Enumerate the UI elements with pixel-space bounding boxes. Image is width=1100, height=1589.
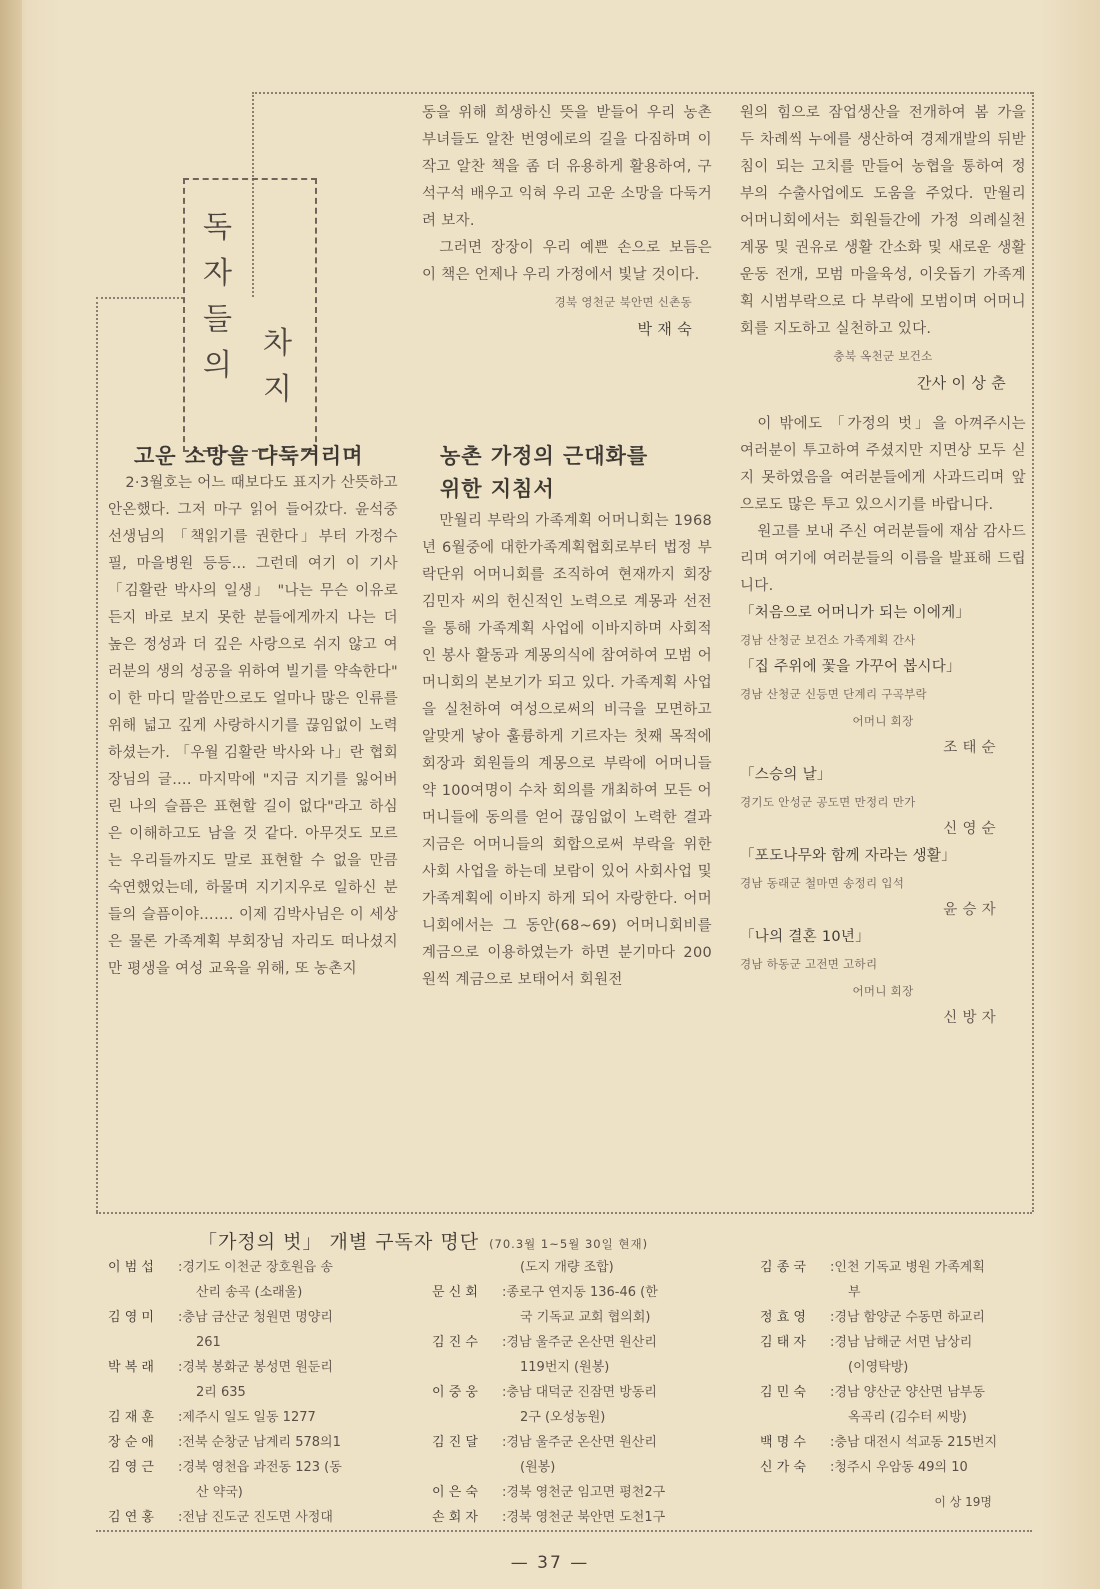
contribution-title: 「처음으로 어머니가 되는 이에게」 — [740, 605, 971, 621]
subscriber-address: :청주시 우암동 49의 10 — [830, 1460, 968, 1475]
title-char: 의 — [203, 348, 232, 383]
frame-left-line — [96, 297, 98, 1212]
subscriber-address: :경남 양산군 양산면 남부동 — [830, 1385, 985, 1400]
subscriber-entry — [108, 1430, 393, 1455]
article1-author-name: 박 재 숙 — [637, 320, 692, 338]
article2-paragraph: 원의 힘으로 잠업생산을 전개하여 봄 가을 두 차례씩 누에를 생산하여 경제개발의 뒤받침이 되는 고치를 만들어 농협을 통하여 정부의 수출사업에도 도움을 주었다. 만월리 어머니회에서는 회원들간에 가정 의례실천 계몽 및 권유로 생활 간소화 및 새로운 생활운동 전개, 모범 마을육성, 이웃돕기 가족계획 시범부락으로 다 부락에 모범이며 어머니회를 지도하고 실천하고 있다. — [740, 105, 1026, 337]
subscriber-address: :전남 진도군 진도면 사정대 — [178, 1510, 333, 1525]
contribution-author: 신 방 자 — [943, 1010, 996, 1026]
contribution-title: 「스승의 날」 — [740, 767, 832, 783]
contribution-role: 어머니 회장 — [852, 714, 914, 728]
subscriber-address: :충남 대전시 석교동 215번지 — [830, 1435, 998, 1450]
subscriber-entry — [432, 1505, 717, 1530]
contribution-author: 신 영 순 — [943, 821, 996, 837]
subscriber-address: :경북 영천군 임고면 평천2구 — [502, 1485, 666, 1500]
subscriber-name: 문 신 회 — [432, 1285, 478, 1300]
subscriber-name: 장 순 애 — [108, 1435, 154, 1450]
editor-notice: 원고를 보내 주신 여러분들에 재삼 감사드리며 여기에 여러분들의 이름을 발표해 드립니다. — [740, 524, 1026, 594]
subscriber-entry — [760, 1430, 1032, 1455]
subscriber-address-cont: 2구 (오성농원) — [520, 1410, 606, 1425]
article1-author-place: 경북 영천군 북안면 신촌동 — [554, 295, 692, 309]
contribution-place: 경남 하동군 고전면 고하리 — [740, 957, 878, 971]
subscriber-name: 이 범 섭 — [108, 1260, 154, 1275]
subscriber-name: 백 명 수 — [760, 1435, 806, 1450]
subscriber-entry — [108, 1255, 393, 1280]
article2-author-place: 충북 옥천군 보건소 — [833, 349, 933, 363]
contribution-role: 어머니 회장 — [852, 984, 914, 998]
subscriber-name: 이 은 숙 — [432, 1485, 478, 1500]
subscriber-address: :경남 울주군 온산면 원산리 — [502, 1435, 657, 1450]
frame-bottom-line — [96, 1212, 1032, 1214]
contribution-title: 「나의 결혼 10년」 — [740, 929, 871, 945]
subscriber-address: :충남 금산군 청원면 명양리 — [178, 1310, 333, 1325]
subscriber-address-cont: (도지 개량 조합) — [520, 1260, 614, 1275]
subscriber-column-1 — [108, 1255, 393, 1530]
subscriber-address-cont: 산리 송곡 (소래울) — [196, 1285, 303, 1300]
contribution-byline — [740, 627, 1026, 654]
frame-left-step — [96, 297, 183, 299]
subscriber-name: 김 영 미 — [108, 1310, 154, 1325]
binding-gutter — [0, 0, 22, 1589]
editor-notice: 이 밖에도 「가정의 벗」을 아껴주시는 여러분이 투고하여 주셨지만 지면상 모두 싣지 못하였음을 여러분들에게 사과드리며 앞으로도 많은 투고 있으시기를 바랍니다. — [740, 416, 1026, 513]
subscriber-name: 김 연 홍 — [108, 1510, 154, 1525]
subscriber-address-cont: 119번지 (원봉) — [520, 1360, 610, 1375]
subscriber-name: 신 가 숙 — [760, 1460, 806, 1475]
subscriber-address: :경북 영천군 북안면 도천1구 — [502, 1510, 666, 1525]
subscriber-entry — [760, 1255, 1032, 1280]
subscriber-entry — [432, 1380, 717, 1405]
subscriber-address-cont: 부 — [848, 1285, 861, 1300]
subscriber-column-3 — [760, 1255, 1032, 1515]
article2-paragraph: 만월리 부락의 가족계획 어머니회는 1968년 6월중에 대한가족계획협회로부터 법정 부락단위 어머니회를 조직하여 현재까지 회장 김민자 씨의 헌신적인 노력으로 계몽과 선전을 통해 가족계획 사업에 이바지하며 사회적인 봉사 활동과 계몽의식에 참여하여 모범 어머니회의 본보기가 되고 있다. 가족계획 사업을 실천하여 여성으로써의 비극을 모면하고 알맞게 낳아 훌륭하게 기르자는 첫째 목적에 회장과 회원들의 계몽으로 부락에 어머니들 약 100여명이 수차 회의를 개최하여 모든 어머니들에 동의를 얻어 끊임없이 노력한 결과 지금은 어머니들의 회합으로써 부락을 위한 사회 사업을 하는데 보람이 있어 사회사업 및 가족계획에 이바지 하게 되어 자랑한다. 어머니회에서는 그 동안(68~69) 어머니회비를 계금으로 이용하였는가 하면 분기마다 200원씩 계금으로 보태어서 회원전 — [422, 513, 712, 988]
subscriber-entry — [432, 1430, 717, 1455]
page-bottom-line — [96, 1530, 1032, 1532]
subscriber-entry — [108, 1405, 393, 1430]
subscriber-name: 이 중 웅 — [432, 1385, 478, 1400]
article1-paragraph: 동을 위해 희생하신 뜻을 받들어 우리 농촌 부녀들도 알찬 번영에로의 길을 다짐하며 이 작고 알찬 책을 좀 더 유용하게 활용하여, 구석구석 배우고 익혀 우리 고운 소망을 다둑거려 보자. — [422, 105, 712, 229]
article2-body — [422, 508, 712, 994]
contribution-title: 「포도나무와 함께 자라는 생활」 — [740, 848, 957, 864]
subscriber-entry — [760, 1330, 1032, 1355]
article2-author-name: 간사 이 상 춘 — [916, 374, 1006, 392]
article2-heading-line1: 농촌 가정의 근대화를 — [440, 444, 649, 468]
title-char: 독 — [203, 210, 232, 245]
article2-heading-line2: 위한 지침서 — [440, 477, 555, 501]
article1-paragraph: 그러면 장장이 우리 예쁜 손으로 보듬은 이 책은 언제나 우리 가정에서 빛날 것이다. — [422, 240, 712, 283]
subscriber-entry — [760, 1455, 1032, 1480]
contribution-role: 가족계획 간사 — [843, 633, 916, 647]
frame-top-line — [252, 92, 1032, 94]
subscriber-name: 김 종 국 — [760, 1260, 806, 1275]
title-char: 들 — [203, 302, 232, 337]
article1-continued — [422, 100, 712, 343]
subscriber-entry — [108, 1355, 393, 1380]
subscriber-list-period: (70.3월 1~5월 30일 현재) — [489, 1237, 649, 1251]
subscriber-entry — [432, 1280, 717, 1305]
subscriber-name: 김 진 달 — [432, 1435, 478, 1450]
subscriber-address-cont: (원봉) — [520, 1460, 556, 1475]
subscriber-name: 정 효 영 — [760, 1310, 806, 1325]
subscriber-address: :경북 봉화군 봉성면 원둔리 — [178, 1360, 333, 1375]
subscriber-address-cont: 2리 635 — [196, 1385, 246, 1400]
subscriber-footer-note: 이 상 19명 — [934, 1495, 992, 1509]
subscriber-entry — [108, 1505, 393, 1530]
subscriber-address: :충남 대덕군 진잠면 방동리 — [502, 1385, 657, 1400]
contribution-place: 경남 동래군 철마면 송정리 입석 — [740, 876, 905, 890]
subscriber-address-cont: 국 기독교 교회 협의회) — [520, 1310, 651, 1325]
contribution-place: 경남 산청군 보건소 — [740, 633, 840, 647]
subscriber-address-cont: 261 — [196, 1335, 221, 1350]
subscriber-entry — [108, 1455, 393, 1480]
contribution-author: 윤 승 자 — [943, 902, 996, 918]
contribution-title: 「집 주위에 꽃을 가꾸어 봅시다」 — [740, 659, 961, 675]
article1-paragraph: 2·3월호는 어느 때보다도 표지가 산뜻하고 안온했다. 그저 마구 읽어 들어갔다. 윤석중 선생님의 「책읽기를 권한다」부터 가정수필, 마을병원 등등… 그런데 여기 이 기사 「김활란 박사의 일생」 "나는 무슨 이유로든지 바로 보지 못한 분들에게까지 나는 더 높은 정성과 더 깊은 사랑으로 쉬지 않고 여러분의 생의 성공을 위하여 빌기를 약속한다" 이 한 마디 말씀만으로도 얼마나 많은 인류를 위해 넓고 깊게 사랑하시기를 끊임없이 노력하셨는가. 「우월 김활란 박사와 나」란 협회장님의 글…. 마지막에 "지금 지기를 잃어버린 나의 슬픔은 표현할 길이 없다"라고 하심은 이해하고도 남을 것 같다. 아무것도 모르는 우리들까지도 말로 표현할 수 없을 만큼 숙연했었는데, 하물며 지기지우로 일하신 분들의 슬픔이야……. 이제 김박사님은 이 세상은 물론 가족계획 부회장님 자리도 떠나셨지만 평생을 여성 교육을 위해, 또 농촌지 — [108, 475, 398, 977]
subscriber-address: :경남 남해군 서면 남상리 — [830, 1335, 973, 1350]
subscriber-entry — [760, 1380, 1032, 1405]
contribution-author: 조 태 순 — [943, 740, 996, 756]
column-title-box — [183, 178, 317, 452]
subscriber-address: :경북 영천읍 과전동 123 (동 — [178, 1460, 342, 1475]
subscriber-address: :종로구 연지동 136-46 (한 — [502, 1285, 658, 1300]
subscriber-name: 김 재 훈 — [108, 1410, 154, 1425]
subscriber-entry — [108, 1305, 393, 1330]
subscriber-address: :경남 함양군 수동면 하교리 — [830, 1310, 985, 1325]
subscriber-address-cont: (이영탁방) — [848, 1360, 909, 1375]
subscriber-name: 김 진 수 — [432, 1335, 478, 1350]
subscriber-name: 박 복 래 — [108, 1360, 154, 1375]
title-char: 차 — [263, 326, 292, 361]
subscriber-address-cont: 옥곡리 (김수터 씨방) — [848, 1410, 967, 1425]
contribution-place: 경남 산청군 신등면 단계리 구곡부락 — [740, 687, 927, 701]
subscriber-name: 손 회 자 — [432, 1510, 478, 1525]
subscriber-entry — [760, 1305, 1032, 1330]
subscriber-list-heading: 「가정의 벗」 개별 구독자 명단 — [198, 1231, 480, 1253]
frame-right-line — [1032, 92, 1034, 1212]
page-number: — 37 — — [510, 1553, 590, 1573]
subscriber-address: :인천 기독교 병원 가족계획 — [830, 1260, 985, 1275]
article1-heading: 고운 소망을 다둑거리며 — [134, 444, 364, 468]
article1-body — [108, 470, 398, 983]
subscriber-address: :전북 순창군 남계리 578의1 — [178, 1435, 341, 1450]
subscriber-entry — [432, 1330, 717, 1355]
title-char: 지 — [263, 372, 292, 407]
subscriber-entry — [432, 1480, 717, 1505]
subscriber-address: :경기도 이천군 장호원읍 송 — [178, 1260, 333, 1275]
subscriber-address-cont: 산 약국) — [196, 1485, 243, 1500]
subscriber-column-2 — [432, 1255, 717, 1530]
subscriber-name: 김 태 자 — [760, 1335, 806, 1350]
subscriber-name: 김 민 숙 — [760, 1385, 806, 1400]
subscriber-name: 김 영 근 — [108, 1460, 154, 1475]
subscriber-list-title — [198, 1227, 648, 1254]
contribution-place: 경기도 안성군 공도면 만정리 만가 — [740, 795, 916, 809]
title-char: 자 — [203, 256, 232, 291]
article2-continued — [740, 100, 1026, 1032]
subscriber-address: :경남 울주군 온산면 원산리 — [502, 1335, 657, 1350]
subscriber-address: :제주시 일도 일동 1277 — [178, 1410, 316, 1425]
